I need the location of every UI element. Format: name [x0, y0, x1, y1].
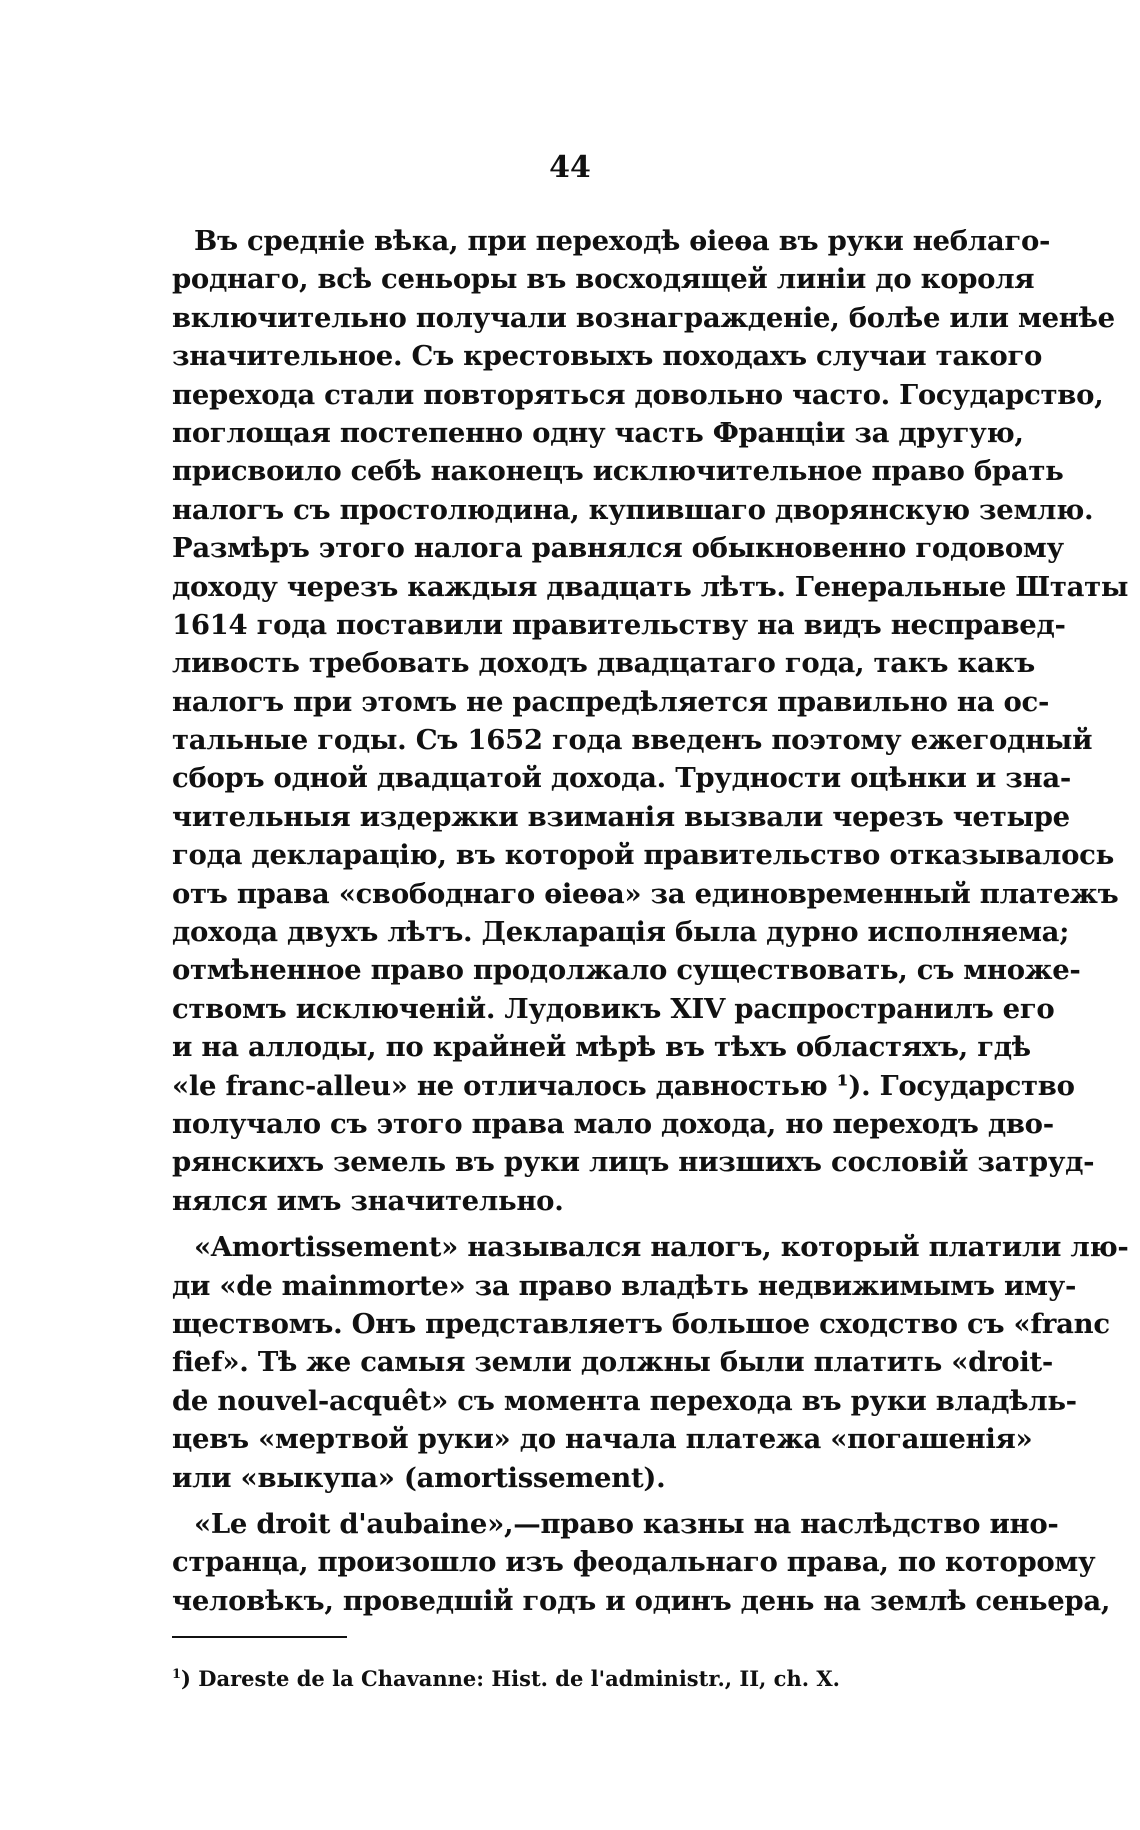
paragraph-2: [172, 1228, 1129, 1497]
text-line: присвоило себѣ наконецъ исключительное право брать: [172, 455, 1064, 488]
text-line: перехода стали повторяться довольно часто. Государство,: [172, 378, 1104, 411]
text-line: «Le droit d'aubaine»,—право казны на наслѣдство ино-: [194, 1507, 1059, 1540]
text-line: налогъ при этомъ не распредѣляется правильно на ос-: [172, 685, 1050, 718]
text-line: роднаго, всѣ сеньоры въ восходящей линіи до короля: [172, 263, 1035, 296]
text-line: ществомъ. Онъ представляетъ большое сходство съ «franc: [172, 1307, 1110, 1340]
text-line: ди «de mainmorte» за право владѣть недвижимымъ иму-: [172, 1269, 1077, 1302]
text-line: включительно получали вознагражденіе, болѣе или менѣе: [172, 301, 1115, 334]
footnote: [172, 1666, 840, 1691]
footnote-marker: 1: [172, 1667, 182, 1682]
text-line: ствомъ исключеній. Лудовикъ XIV распространилъ его: [172, 992, 1055, 1025]
text-line: de nouvel-acquêt» съ момента перехода въ руки владѣль-: [172, 1384, 1077, 1417]
text-line: доходу черезъ каждыя двадцать лѣтъ. Генеральные Штаты: [172, 570, 1129, 603]
text-line: человѣкъ, проведшій годъ и одинъ день на землѣ сеньера,: [172, 1584, 1111, 1617]
text-line: сборъ одной двадцатой дохода. Трудности оцѣнки и зна-: [172, 762, 1071, 795]
text-line: цевъ «мертвой руки» до начала платежа «погашенія»: [172, 1423, 1033, 1456]
text-line: fief». Тѣ же самыя земли должны были платить «droit-: [172, 1346, 1053, 1379]
text-line: дохода двухъ лѣтъ. Декларація была дурно исполняема;: [172, 916, 1070, 949]
text-line: Въ средніе вѣка, при переходѣ ѳіеѳа въ руки неблаго-: [194, 225, 1051, 257]
text-line: и на аллоды, по крайней мѣрѣ въ тѣхъ областяхъ, гдѣ: [172, 1031, 1031, 1064]
text-line: Размѣръ этого налога равнялся обыкновенно годовому: [172, 532, 1064, 565]
text-line: странца, произошло изъ феодальнаго права, по которому: [172, 1546, 1096, 1579]
text-line: значительное. Съ крестовыхъ походахъ случаи такого: [172, 340, 1043, 373]
text-line: тальные годы. Съ 1652 года введенъ поэтому ежегодный: [172, 724, 1093, 757]
body-text: [172, 222, 1129, 1620]
footnote-divider: [172, 1636, 347, 1638]
text-line: или «выкупа» (amortissement).: [172, 1461, 666, 1494]
text-line: нялся имъ значительно.: [172, 1184, 564, 1217]
text-line: поглощая постепенно одну часть Франціи за другую,: [172, 416, 1024, 449]
text-line: ливость требовать доходъ двадцатаго года, такъ какъ: [172, 647, 1035, 680]
footnote-text: ) Dareste de la Chavanne: Hist. de l'administr., II, ch. X.: [181, 1666, 840, 1691]
text-line: 1614 года поставили правительству на видъ несправед-: [172, 608, 1066, 641]
text-line: «Amortissement» назывался налогъ, который платили лю-: [194, 1231, 1129, 1264]
text-line: «le franc-alleu» не отличалось давностью ¹). Государство: [172, 1069, 1075, 1102]
text-line: отъ права «свободнаго ѳіеѳа» за единовременный платежъ: [172, 877, 1119, 910]
text-line: чительныя издержки взиманія вызвали черезъ четыре: [172, 800, 1070, 833]
text-line: года декларацію, въ которой правительство отказывалось: [172, 839, 1114, 872]
paragraph-3: [172, 1505, 1111, 1620]
page-number: 44: [549, 150, 591, 185]
text-line: рянскихъ земель въ руки лицъ низшихъ сословій затруд-: [172, 1146, 1095, 1179]
paragraph-1: [172, 222, 1129, 1220]
text-line: получало съ этого права мало дохода, но переходъ дво-: [172, 1107, 1054, 1140]
text-line: отмѣненное право продолжало существовать, съ множе-: [172, 954, 1081, 987]
text-line: налогъ съ простолюдина, купившаго дворянскую землю.: [172, 493, 1094, 526]
